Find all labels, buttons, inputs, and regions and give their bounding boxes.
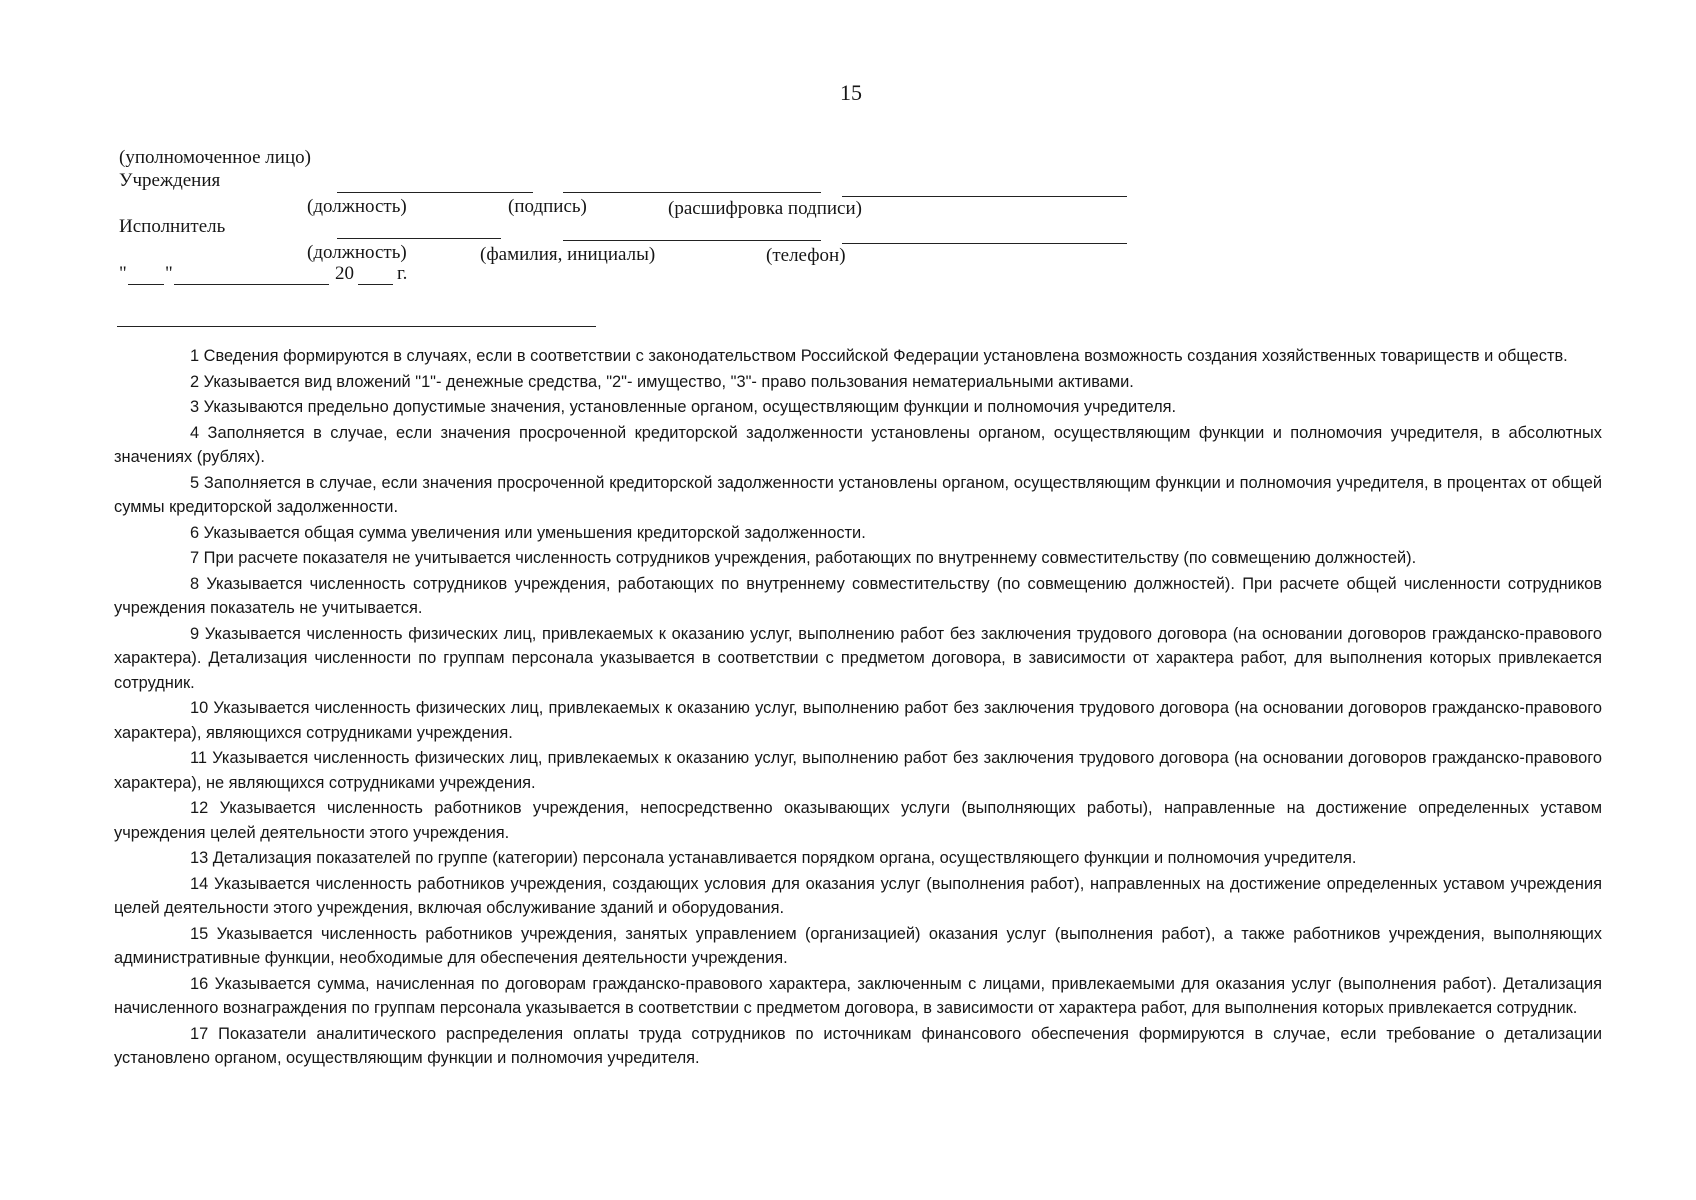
footnote-14: 14 Указывается численность работников учреждения, создающих условия для оказания услуг (выполнения работ), направленных на достижение определенных уставом учреждения целей деятельности этого учреждения, включая обслуживание зданий и оборудования.: [114, 874, 1602, 917]
footnotes: [114, 344, 1602, 1072]
footnote-8: 8 Указывается численность сотрудников учреждения, работающих по внутреннему совместительству (по совмещению должностей). При расчете общей численности сотрудников учреждения показатель не учитывается.: [114, 574, 1602, 617]
signature-caption: (подпись): [508, 196, 587, 217]
footnote-11: 11 Указывается численность физических лиц, привлекаемых к оказанию услуг, выполнению работ без заключения трудового договора (на основании договоров гражданско-правового характера), не являющихся сотрудниками учреждения.: [114, 749, 1602, 792]
footnote-7: 7 При расчете показателя не учитывается численность сотрудников учреждения, работающих по внутреннему совместительству (по совмещению должностей).: [190, 549, 1417, 567]
footnote-2: 2 Указывается вид вложений "1"- денежные средства, "2"- имущество, "3"- право пользования нематериальными активами.: [190, 372, 1134, 391]
footnote-3: 3 Указываются предельно допустимые значения, установленные органом, осуществляющим функции и полномочия учредителя.: [190, 398, 1177, 416]
phone-caption: (телефон): [766, 245, 846, 266]
date-year-suffix: г.: [397, 263, 408, 284]
name-initials-line: [563, 240, 821, 241]
footnote-6: 6 Указывается общая сумма увеличения или уменьшения кредиторской задолженности.: [190, 523, 866, 542]
position-line-2: [337, 238, 501, 239]
signature-decoding-line: [842, 196, 1127, 197]
name-initials-caption: (фамилия, инициалы): [480, 244, 656, 265]
footnote-17: 17 Показатели аналитического распределения оплаты труда сотрудников по источникам финансового обеспечения формируются в случае, если требование о детализации установлено органом, осуществляющим функции и полномочия учредителя.: [114, 1024, 1602, 1067]
date-quote-open: ": [119, 263, 127, 284]
executor-label: Исполнитель: [119, 216, 226, 237]
position-line-1: [337, 192, 533, 193]
signature-decoding-caption: (расшифровка подписи): [668, 198, 862, 219]
footnote-1: 1 Сведения формируются в случаях, если в соответствии с законодательством Российской Федерации установлена возможность создания хозяйственных товариществ и обществ.: [190, 347, 1568, 365]
footnote-separator: [117, 326, 596, 327]
date-year-line: [358, 284, 393, 285]
signature-line: [563, 192, 821, 193]
footnote-16: 16 Указывается сумма, начисленная по договорам гражданско-правового характера, заключенным с лицами, привлекаемыми для оказания услуг (выполнения работ). Детализация начисленного вознаграждения по группам персонала указывается в соответствии с предметом договора, в зависимости от характера работ, для выполнения которых привлекается сотрудник.: [114, 974, 1602, 1017]
date-quote-close: ": [165, 263, 173, 284]
footnote-4: 4 Заполняется в случае, если значения просроченной кредиторской задолженности установлены органом, осуществляющим функции и полномочия учредителя, в абсолютных значениях (рублях).: [114, 423, 1602, 466]
footnote-12: 12 Указывается численность работников учреждения, непосредственно оказывающих услуги (выполняющих работы), направленные на достижение определенных уставом учреждения целей деятельности этого учреждения.: [114, 799, 1602, 842]
date-month-line: [174, 284, 329, 285]
footnote-13: 13 Детализация показателей по группе (категории) персонала устанавливается порядком органа, осуществляющего функции и полномочия учредителя.: [190, 849, 1357, 867]
date-year-prefix: 20: [335, 263, 354, 284]
institution-label: Учреждения: [119, 170, 221, 191]
date-day-line: [128, 284, 164, 285]
phone-line: [842, 243, 1127, 244]
position-caption-1: (должность): [307, 196, 407, 217]
footnote-5: 5 Заполняется в случае, если значения просроченной кредиторской задолженности установлены органом, осуществляющим функции и полномочия учредителя, в процентах от общей суммы кредиторской задолженности.: [114, 473, 1602, 516]
footnote-10: 10 Указывается численность физических лиц, привлекаемых к оказанию услуг, выполнению работ без заключения трудового договора (на основании договоров гражданско-правового характера), являющихся сотрудниками учреждения.: [114, 699, 1602, 742]
authorized-person-label: (уполномоченное лицо): [119, 147, 311, 168]
page-number: 15: [840, 80, 862, 105]
position-caption-2: (должность): [307, 242, 407, 263]
footnote-15: 15 Указывается численность работников учреждения, занятых управлением (организацией) оказания услуг (выполнения работ), а также работников учреждения, выполняющих административные функции, необходимые для обеспечения деятельности учреждения.: [114, 924, 1602, 967]
footnote-9: 9 Указывается численность физических лиц, привлекаемых к оказанию услуг, выполнению работ без заключения трудового договора (на основании договоров гражданско-правового характера). Детализация численности по группам персонала указывается в соответствии с предметом договора, в зависимости от характера работ, для выполнения которых привлекается сотрудник.: [114, 624, 1602, 692]
